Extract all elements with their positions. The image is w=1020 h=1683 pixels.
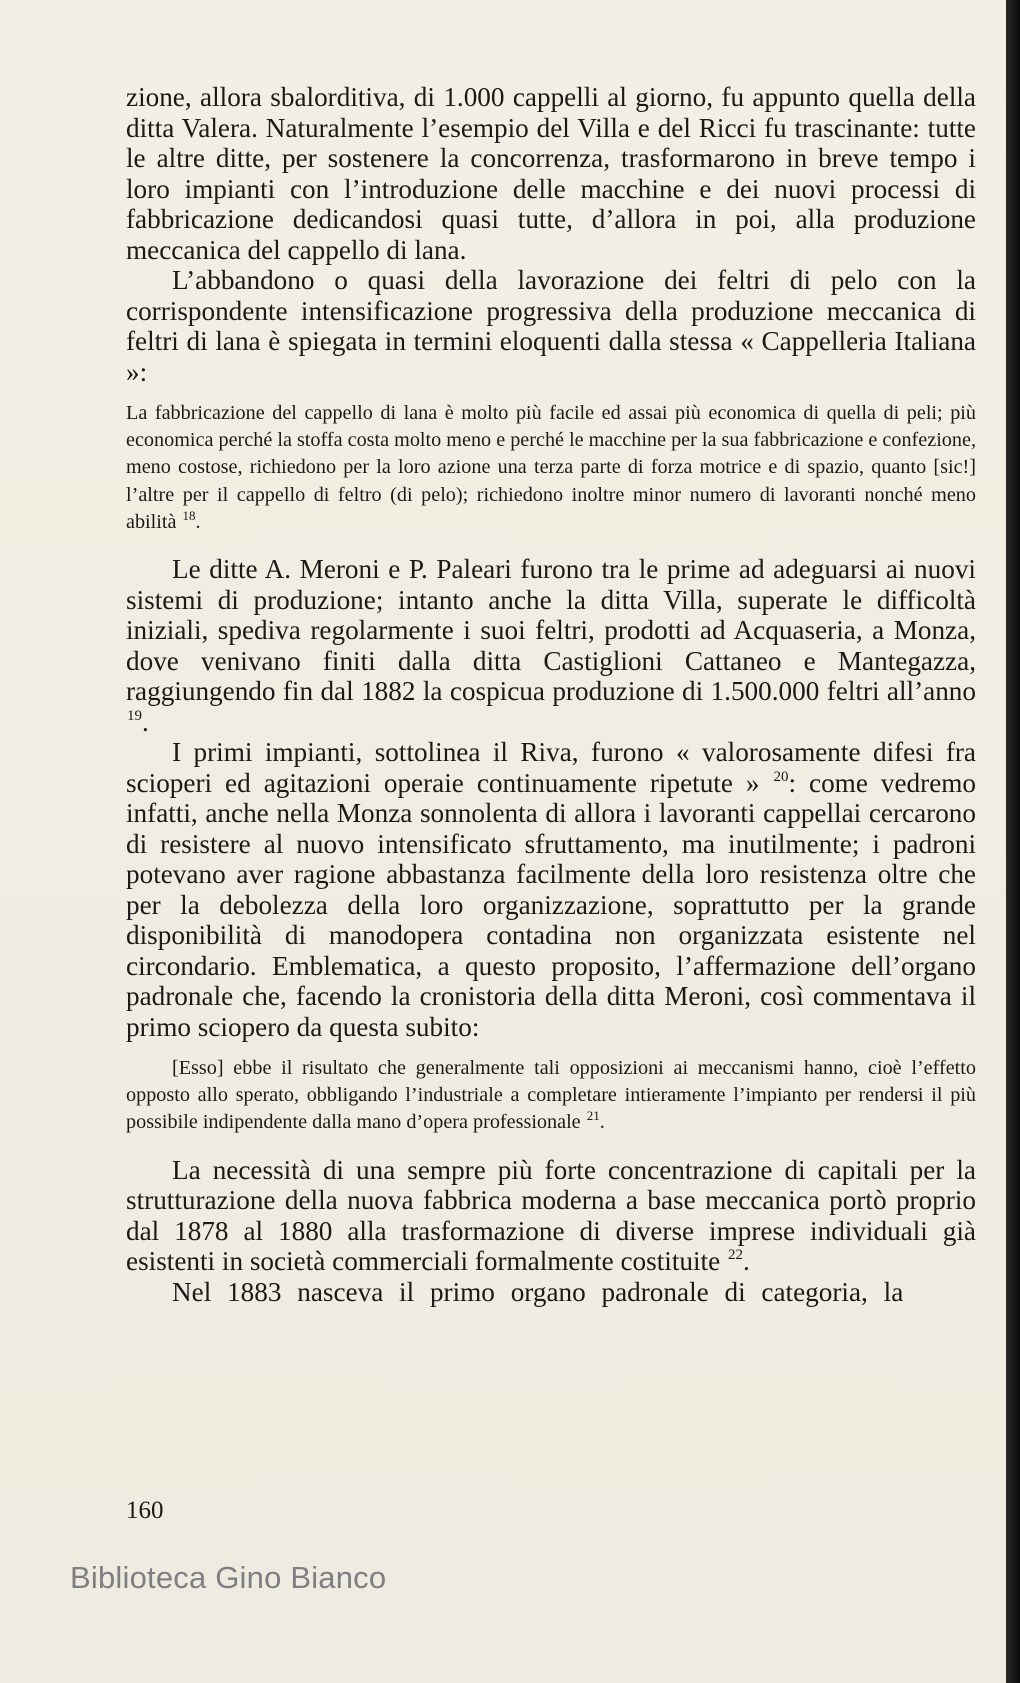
block-quote-esso: [126, 1055, 976, 1137]
footnote-ref-21: 21: [586, 1108, 600, 1124]
paragraph-end: .: [742, 1246, 750, 1277]
paragraph-abbandono: L’abbandono o quasi della lavorazione dei feltri di pelo con la corrispondente intensificazione progressiva della produzione meccanica di feltri di lana è spiegata in termini eloquenti dalla stessa « Cappelleria Italiana »:: [126, 265, 976, 387]
paragraph-continuation: zione, allora sbalorditiva, di 1.000 cappelli al giorno, fu appunto quella della ditta Valera. Naturalmente l’esempio del Villa e del Ricci fu trascinante: tutte le altre ditte, per sostenere la concorrenza, trasformarono in breve tempo i loro impianti con l’introduzione delle macchine e dei nuovi processi di fabbricazione dedicandosi quasi tutte, d’allora in poi, alla produzione meccanica del cappello di lana.: [126, 82, 976, 265]
footnote-ref-18: 18: [182, 507, 196, 523]
quote-text: [Esso] ebbe il risultato che generalmente tali opposizioni ai meccanismi hanno, cioè l’effetto opposto allo sperato, obbligando l’industriale a completare intieramente l’impianto per rendersi il più possibile indipendente dalla mano d’opera professionale: [126, 1057, 976, 1134]
page-body: [126, 82, 976, 1307]
footnote-ref-20: 20: [773, 768, 789, 785]
quote-text: La fabbricazione del cappello di lana è molto più facile ed assai più economica di quella di peli; più economica perché la stoffa costa molto meno e perché le macchine per la sua fabbricazione e confezione, meno costose, richiedono per la loro azione una terza parte di forza motrice e di spazio, quanto [sic!] l’altre per il cappello di feltro (di pelo); richiedono inoltre minor numero di lavoranti nonché meno abilità: [126, 402, 976, 533]
book-spine-shadow: [1006, 0, 1020, 1683]
quote-end: .: [599, 1111, 605, 1134]
paragraph-meroni-paleari: [126, 554, 976, 737]
library-watermark: Biblioteca Gino Bianco: [70, 1560, 387, 1595]
paragraph-text: La necessità di una sempre più forte concentrazione di capitali per la strutturazione della nuova fabbrica moderna a base meccanica portò proprio dal 1878 al 1880 alla trasformazione di diverse imprese individuali già esistenti in società commerciali formalmente costituite: [126, 1154, 976, 1277]
paragraph-primi-impianti: [126, 737, 976, 1042]
paragraph-text-b: : come vedremo infatti, anche nella Monza sonnolenta di allora i lavoranti cappellai cercarono di resistere al nuovo intensificato sfruttamento, ma inutilmente; i padroni potevano aver ragione abbastanza facilmente della loro resistenza oltre che per la debolezza della loro organizzazione, soprattutto per la grande disponibilità di manodopera contadina non organizzata esistente nel circondario. Emblematica, a questo proposito, l’affermazione dell’organo padronale che, facendo la cronistoria della ditta Meroni, così commentava il primo sciopero da questa subito:: [126, 767, 976, 1042]
paragraph-end: .: [142, 706, 149, 737]
footnote-ref-22: 22: [727, 1247, 743, 1264]
footnote-ref-19: 19: [127, 707, 142, 724]
paragraph-text: Le ditte A. Meroni e P. Paleari furono tra le prime ad adeguarsi ai nuovi sistemi di produzione; intanto anche la ditta Villa, superate le difficoltà iniziali, spediva regolarmente i suoi feltri, prodotti ad Acquaseria, a Monza, dove venivano finiti dalla ditta Castiglioni Cattaneo e Mantegazza, raggiungendo fin dal 1882 la cospicua produzione di 1.500.000 feltri all’anno: [126, 554, 976, 707]
paragraph-concentrazione: [126, 1155, 976, 1277]
quote-end: .: [195, 510, 201, 533]
block-quote-cappelleria: [126, 400, 976, 536]
paragraph-1883: Nel 1883 nasceva il primo organo padronale di categoria, la: [172, 1276, 904, 1307]
paragraph-text-a: I primi impianti, sottolinea il Riva, furono « valorosamente difesi fra scioperi ed agitazioni operaie continuamente ripetute »: [126, 737, 976, 798]
page-number: 160: [126, 1497, 164, 1524]
